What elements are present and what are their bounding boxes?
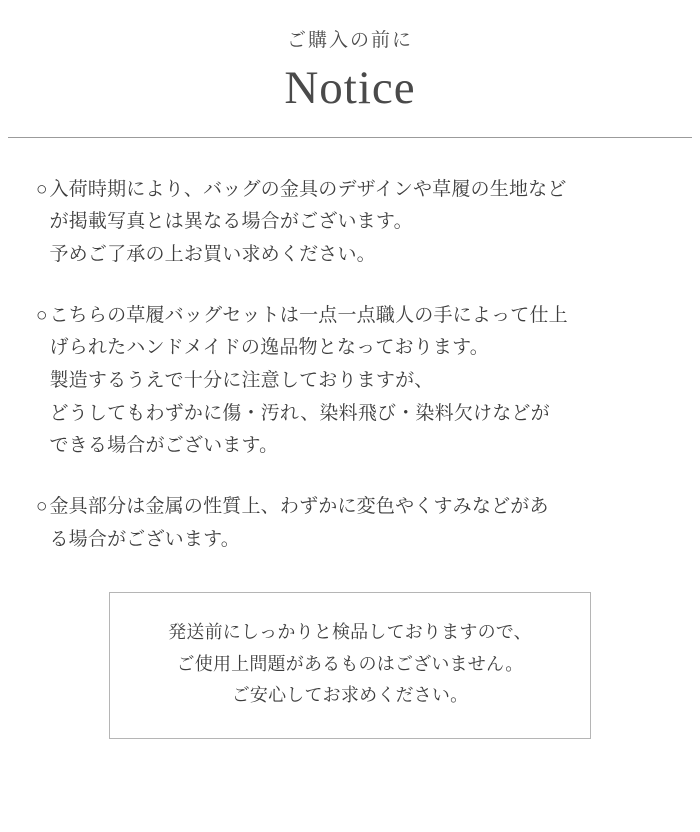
note-line: が掲載写真とは異なる場合がございます。 (49, 211, 413, 233)
note-item (36, 491, 664, 556)
bullet-icon: ○ (36, 178, 48, 200)
note-text (49, 174, 664, 272)
note-item (36, 300, 664, 463)
note-text (49, 300, 664, 463)
note-line: 入荷時期により、バッグの金具のデザインや草履の生地など (49, 178, 567, 200)
note-line: できる場合がございます。 (49, 435, 279, 457)
callout-line: 発送前にしっかりと検品しておりますので、 (168, 622, 532, 643)
note-line: 金具部分は金属の性質上、わずかに変色やくすみなどがあ (49, 496, 549, 518)
note-line: 製造するうえで十分に注意しておりますが、 (49, 370, 434, 391)
note-item (36, 174, 664, 272)
bullet-icon: ○ (36, 304, 48, 326)
note-line: こちらの草履バッグセットは一点一点職人の手によって仕上 (49, 304, 568, 326)
note-text (49, 491, 664, 556)
page-header (0, 0, 700, 115)
callout-line: ご使用上問題があるものはございません。 (176, 653, 524, 674)
callout-box (109, 592, 591, 739)
note-line: どうしてもわずかに傷・汚れ、染料飛び・染料欠けなどが (49, 402, 550, 424)
bullet-icon: ○ (36, 496, 48, 518)
callout-wrapper (36, 592, 664, 739)
note-line: る場合がございます。 (49, 528, 240, 550)
callout-line: ご安心してお求めください。 (231, 685, 469, 706)
note-line: げられたハンドメイドの逸品物となっております。 (49, 337, 489, 359)
page-title: Notice (284, 61, 416, 114)
header-subtitle: ご購入の前に (286, 30, 413, 51)
notice-content (0, 138, 700, 739)
note-line: 予めご了承の上お買い求めください。 (49, 243, 376, 265)
